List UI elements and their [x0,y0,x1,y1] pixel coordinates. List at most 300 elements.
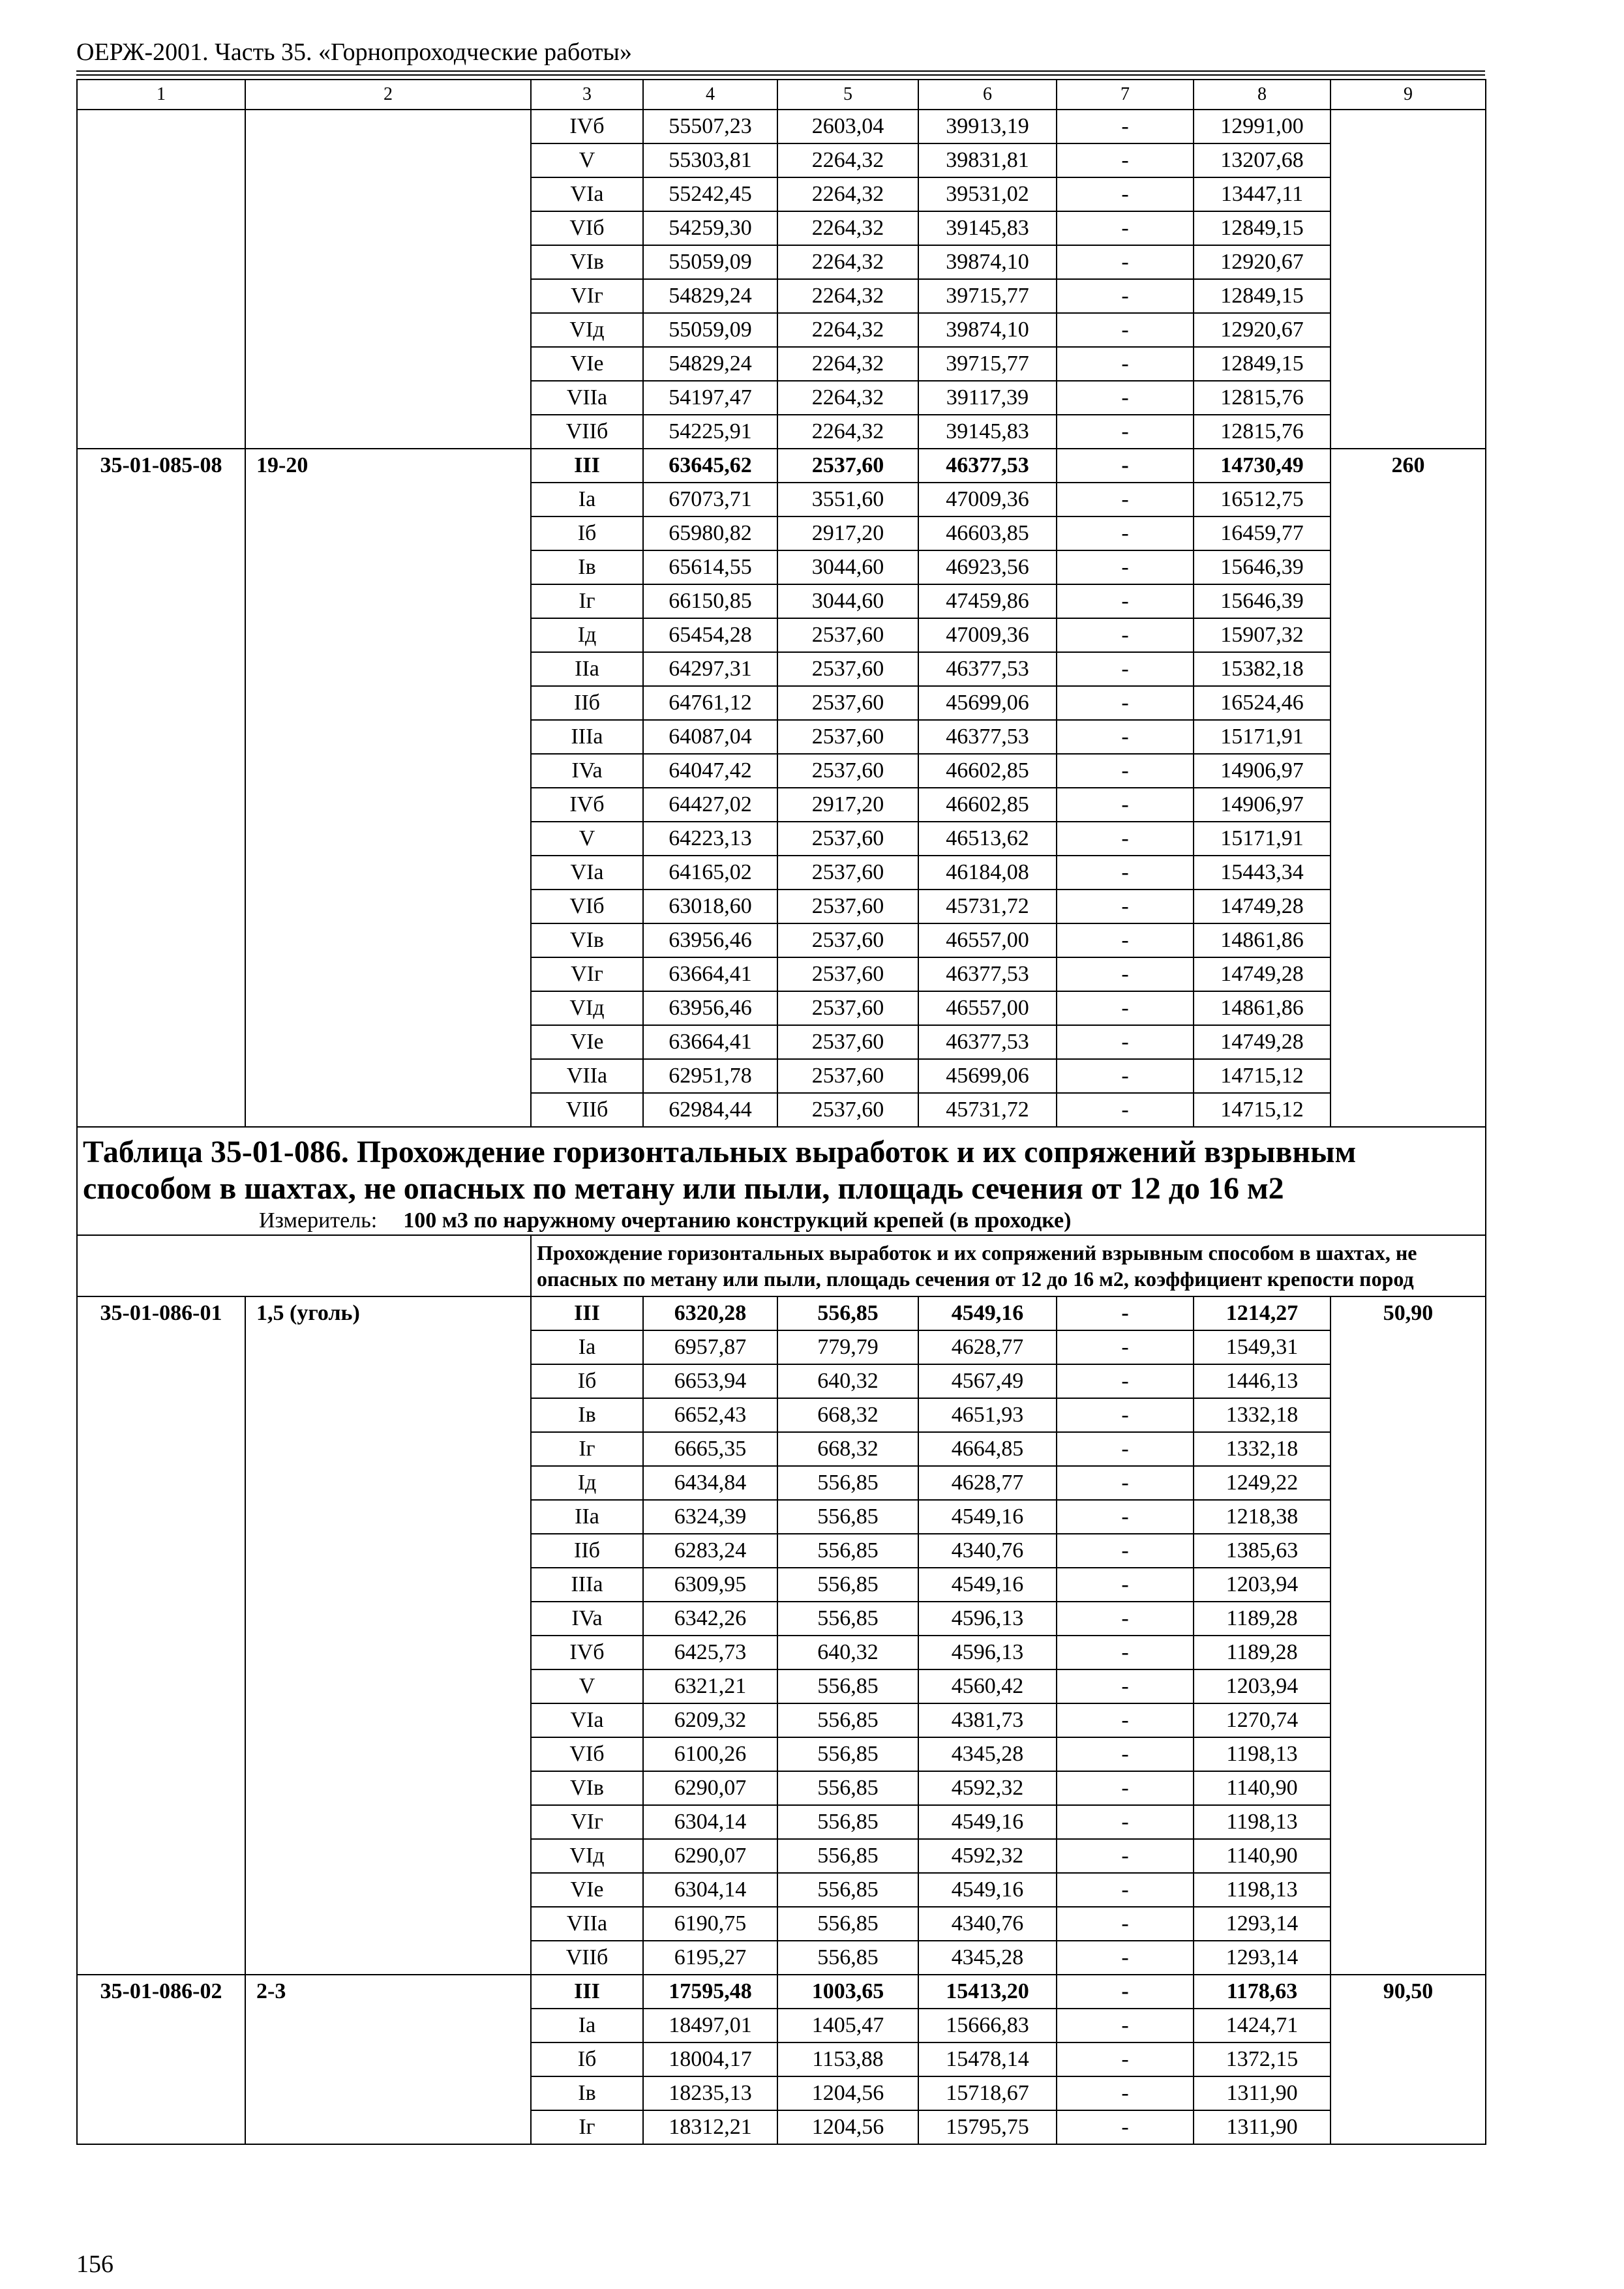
value-cell: 66150,85 [643,584,777,618]
value-cell: 46377,53 [918,1025,1057,1059]
value-cell: - [1057,279,1194,313]
value-cell: 39913,19 [918,110,1057,143]
value-cell: - [1057,110,1194,143]
value-cell: 39117,39 [918,381,1057,415]
value-cell: 12849,15 [1194,279,1331,313]
value-cell: 2264,32 [777,347,918,381]
value-cell: 46603,85 [918,516,1057,550]
value-cell: 556,85 [777,1907,918,1941]
value-cell: 4549,16 [918,1296,1057,1330]
value-cell: 1198,13 [1194,1805,1331,1839]
value-cell: 46923,56 [918,550,1057,584]
value-cell: IVб [531,110,643,143]
value-cell: Iг [531,584,643,618]
value-cell: 4628,77 [918,1330,1057,1364]
value-cell: 556,85 [777,1500,918,1534]
value-cell: 15646,39 [1194,584,1331,618]
value-cell: 6190,75 [643,1907,777,1941]
value-cell: VIд [531,313,643,347]
value-cell: 15795,75 [918,2110,1057,2144]
value-cell: - [1057,143,1194,177]
col9-cell: 50,90 [1331,1296,1486,1975]
value-cell: 1198,13 [1194,1737,1331,1771]
value-cell: - [1057,991,1194,1025]
value-cell: 46513,62 [918,822,1057,856]
value-cell: - [1057,618,1194,652]
value-cell: 556,85 [777,1602,918,1636]
value-cell: - [1057,584,1194,618]
value-cell: 63645,62 [643,449,777,483]
value-cell: 15443,34 [1194,856,1331,890]
value-cell: 2264,32 [777,279,918,313]
value-cell: - [1057,313,1194,347]
value-cell: 1204,56 [777,2110,918,2144]
value-cell: Iв [531,2076,643,2110]
value-cell: - [1057,1805,1194,1839]
value-cell: V [531,143,643,177]
value-cell: 4345,28 [918,1941,1057,1975]
value-cell: IVб [531,788,643,822]
value-cell: 1189,28 [1194,1602,1331,1636]
value-cell: 556,85 [777,1703,918,1737]
param-cell: 1,5 (уголь) [245,1296,531,1975]
value-cell: IIa [531,1500,643,1534]
value-cell: - [1057,1941,1194,1975]
value-cell: VIe [531,1025,643,1059]
code-cell: 35-01-085-08 [77,449,245,1127]
value-cell: 640,32 [777,1364,918,1398]
value-cell: VIIб [531,1093,643,1127]
value-cell: 14861,86 [1194,923,1331,957]
value-cell: 65454,28 [643,618,777,652]
value-cell: 1270,74 [1194,1703,1331,1737]
value-cell: 2537,60 [777,856,918,890]
value-cell: IIa [531,652,643,686]
measure-label: Измеритель: [259,1208,378,1233]
value-cell: 779,79 [777,1330,918,1364]
value-cell: VIг [531,279,643,313]
value-cell: 2264,32 [777,381,918,415]
param-cell: 19-20 [245,449,531,1127]
value-cell: 6652,43 [643,1398,777,1432]
value-cell: VIв [531,1771,643,1805]
description: Прохождение горизонтальных выработок и их сопряжений взрывным способом в шахтах, не опасных по метану или пыли, площадь сечения от 12 до 16 м2, коэффициент крепости пород [531,1235,1486,1296]
value-cell: - [1057,856,1194,890]
value-cell: 15382,18 [1194,652,1331,686]
value-cell: 15646,39 [1194,550,1331,584]
value-cell: 54829,24 [643,279,777,313]
value-cell: 1332,18 [1194,1432,1331,1466]
table-title-row [77,1127,1486,1235]
value-cell: 2537,60 [777,1093,918,1127]
value-cell: 14749,28 [1194,890,1331,923]
value-cell: 2537,60 [777,652,918,686]
value-cell: 14906,97 [1194,788,1331,822]
value-cell: IVб [531,1636,643,1669]
column-number-row [77,80,1486,110]
value-cell: 556,85 [777,1771,918,1805]
value-cell: 15718,67 [918,2076,1057,2110]
value-cell: 67073,71 [643,483,777,516]
value-cell: 2537,60 [777,957,918,991]
value-cell: Ia [531,2009,643,2042]
value-cell: 1198,13 [1194,1873,1331,1907]
value-cell: - [1057,720,1194,754]
value-cell: - [1057,1907,1194,1941]
value-cell: 6957,87 [643,1330,777,1364]
value-cell: VIг [531,1805,643,1839]
value-cell: 668,32 [777,1432,918,1466]
value-cell: - [1057,2076,1194,2110]
value-cell: 4567,49 [918,1364,1057,1398]
value-cell: Iб [531,1364,643,1398]
value-cell: 62951,78 [643,1059,777,1093]
value-cell: - [1057,1602,1194,1636]
param-cell: 2-3 [245,1975,531,2144]
value-cell: 16524,46 [1194,686,1331,720]
value-cell: VIe [531,347,643,381]
value-cell: - [1057,483,1194,516]
value-cell: 3044,60 [777,584,918,618]
value-cell: - [1057,1771,1194,1805]
value-cell: 6304,14 [643,1805,777,1839]
value-cell: 39531,02 [918,177,1057,211]
value-cell: IVa [531,754,643,788]
value-cell: - [1057,1025,1194,1059]
value-cell: 4592,32 [918,1839,1057,1873]
code-cell [77,110,245,449]
value-cell: 4549,16 [918,1568,1057,1602]
value-cell: 46602,85 [918,788,1057,822]
value-cell: 54225,91 [643,415,777,449]
value-cell: 1140,90 [1194,1839,1331,1873]
desc-empty-cell [77,1235,531,1296]
value-cell: 1293,14 [1194,1941,1331,1975]
value-cell: VIд [531,1839,643,1873]
value-cell: - [1057,449,1194,483]
value-cell: 556,85 [777,1296,918,1330]
value-cell: 1249,22 [1194,1466,1331,1500]
value-cell: 1214,27 [1194,1296,1331,1330]
value-cell: 6283,24 [643,1534,777,1568]
value-cell: - [1057,686,1194,720]
value-cell: 46377,53 [918,652,1057,686]
col-num: 1 [77,80,245,110]
value-cell: 1405,47 [777,2009,918,2042]
value-cell: 4340,76 [918,1907,1057,1941]
value-cell: 2537,60 [777,923,918,957]
header-rule-2 [76,74,1485,76]
col9-cell [1331,110,1486,449]
value-cell: 1140,90 [1194,1771,1331,1805]
col-num: 3 [531,80,643,110]
value-cell: 55059,09 [643,313,777,347]
value-cell: 16512,75 [1194,483,1331,516]
value-cell: 14715,12 [1194,1093,1331,1127]
value-cell: 4664,85 [918,1432,1057,1466]
value-cell: 64761,12 [643,686,777,720]
value-cell: 12991,00 [1194,110,1331,143]
value-cell: 6665,35 [643,1432,777,1466]
value-cell: 13447,11 [1194,177,1331,211]
value-cell: 1293,14 [1194,1907,1331,1941]
value-cell: 46557,00 [918,923,1057,957]
value-cell: 46602,85 [918,754,1057,788]
value-cell: 2537,60 [777,449,918,483]
value-cell: - [1057,245,1194,279]
value-cell: 14715,12 [1194,1059,1331,1093]
value-cell: 4596,13 [918,1602,1057,1636]
value-cell: 64223,13 [643,822,777,856]
value-cell: Iд [531,618,643,652]
value-cell: 12815,76 [1194,381,1331,415]
value-cell: VIг [531,957,643,991]
value-cell: III [531,1975,643,2009]
value-cell: 2917,20 [777,516,918,550]
value-cell: IIб [531,1534,643,1568]
value-cell: VIд [531,991,643,1025]
value-cell: - [1057,1737,1194,1771]
value-cell: 2264,32 [777,143,918,177]
value-cell: Iб [531,2042,643,2076]
value-cell: 2264,32 [777,177,918,211]
value-cell: 63956,46 [643,991,777,1025]
value-cell: 640,32 [777,1636,918,1669]
value-cell: 47459,86 [918,584,1057,618]
value-cell: 4345,28 [918,1737,1057,1771]
table-row [77,1975,1486,2009]
measure-unit: 100 м3 по наружному очертанию конструкций крепей (в проходке) [403,1208,1072,1233]
value-cell: 4340,76 [918,1534,1057,1568]
description-row [77,1235,1486,1296]
value-cell: 39145,83 [918,415,1057,449]
value-cell: 6309,95 [643,1568,777,1602]
value-cell: 12815,76 [1194,415,1331,449]
code-cell: 35-01-086-01 [77,1296,245,1975]
value-cell: 1385,63 [1194,1534,1331,1568]
value-cell: 46377,53 [918,957,1057,991]
value-cell: 15907,32 [1194,618,1331,652]
value-cell: 6290,07 [643,1771,777,1805]
value-cell: 39715,77 [918,347,1057,381]
value-cell: 1332,18 [1194,1398,1331,1432]
value-cell: 3551,60 [777,483,918,516]
value-cell: 6209,32 [643,1703,777,1737]
value-cell: - [1057,516,1194,550]
value-cell: 556,85 [777,1839,918,1873]
value-cell: 1446,13 [1194,1364,1331,1398]
table-row [77,110,1486,143]
value-cell: 14749,28 [1194,957,1331,991]
value-cell: 4651,93 [918,1398,1057,1432]
code-cell: 35-01-086-02 [77,1975,245,2144]
value-cell: 46377,53 [918,720,1057,754]
value-cell: 556,85 [777,1737,918,1771]
value-cell: Iв [531,1398,643,1432]
value-cell: - [1057,1398,1194,1432]
value-cell: 4560,42 [918,1669,1057,1703]
value-cell: 556,85 [777,1941,918,1975]
value-cell: 65980,82 [643,516,777,550]
value-cell: 55303,81 [643,143,777,177]
value-cell: 55242,45 [643,177,777,211]
value-cell: 64165,02 [643,856,777,890]
page-number: 156 [76,2251,113,2278]
value-cell: 556,85 [777,1466,918,1500]
value-cell: - [1057,1636,1194,1669]
value-cell: 6324,39 [643,1500,777,1534]
value-cell: VIa [531,1703,643,1737]
value-cell: - [1057,1703,1194,1737]
value-cell: 64427,02 [643,788,777,822]
value-cell: 2537,60 [777,890,918,923]
value-cell: 17595,48 [643,1975,777,2009]
value-cell: 18312,21 [643,2110,777,2144]
value-cell: 2603,04 [777,110,918,143]
value-cell: 2537,60 [777,822,918,856]
value-cell: 15413,20 [918,1975,1057,2009]
value-cell: 15171,91 [1194,822,1331,856]
value-cell: - [1057,1364,1194,1398]
value-cell: 54197,47 [643,381,777,415]
value-cell: 39874,10 [918,313,1057,347]
page-header: ОЕРЖ-2001. Часть 35. «Горнопроходческие работы» [76,38,632,66]
measure-line [259,1207,1480,1234]
value-cell: - [1057,1059,1194,1093]
value-cell: 2264,32 [777,415,918,449]
value-cell: IVa [531,1602,643,1636]
value-cell: 4596,13 [918,1636,1057,1669]
col-num: 9 [1331,80,1486,110]
value-cell: 12920,67 [1194,313,1331,347]
param-cell [245,110,531,449]
value-cell: Iг [531,2110,643,2144]
value-cell: 1549,31 [1194,1330,1331,1364]
value-cell: - [1057,1466,1194,1500]
value-cell: 556,85 [777,1873,918,1907]
table-title: Таблица 35-01-086. Прохождение горизонтальных выработок и их сопряжений взрывным способом в шахтах, не опасных по метану или пыли, площадь сечения от 12 до 16 м2 [83,1135,1357,1206]
value-cell: 39874,10 [918,245,1057,279]
value-cell: - [1057,211,1194,245]
value-cell: 1424,71 [1194,2009,1331,2042]
col-num: 2 [245,80,531,110]
col-num: 6 [918,80,1057,110]
value-cell: VIб [531,1737,643,1771]
value-cell: Ia [531,483,643,516]
value-cell: 1203,94 [1194,1669,1331,1703]
value-cell: 46557,00 [918,991,1057,1025]
value-cell: - [1057,550,1194,584]
value-cell: 2537,60 [777,686,918,720]
value-cell: III [531,449,643,483]
table-row [77,449,1486,483]
value-cell: 4381,73 [918,1703,1057,1737]
value-cell: 2537,60 [777,1059,918,1093]
table-row [77,1296,1486,1330]
col-num: 4 [643,80,777,110]
value-cell: 1204,56 [777,2076,918,2110]
value-cell: 64087,04 [643,720,777,754]
value-cell: VIa [531,856,643,890]
value-cell: 1153,88 [777,2042,918,2076]
value-cell: Iв [531,550,643,584]
value-cell: VIe [531,1873,643,1907]
value-cell: 54829,24 [643,347,777,381]
value-cell: - [1057,822,1194,856]
value-cell: 14749,28 [1194,1025,1331,1059]
value-cell: VIIб [531,1941,643,1975]
value-cell: 6653,94 [643,1364,777,1398]
rates-table [76,79,1486,2145]
value-cell: 668,32 [777,1398,918,1432]
value-cell: - [1057,1093,1194,1127]
value-cell: 1203,94 [1194,1568,1331,1602]
value-cell: VIIa [531,1059,643,1093]
value-cell: 47009,36 [918,483,1057,516]
value-cell: 39145,83 [918,211,1057,245]
value-cell: 6425,73 [643,1636,777,1669]
value-cell: 6290,07 [643,1839,777,1873]
value-cell: - [1057,788,1194,822]
value-cell: IIб [531,686,643,720]
value-cell: III [531,1296,643,1330]
value-cell: - [1057,1975,1194,2009]
value-cell: VIIa [531,381,643,415]
value-cell: 45699,06 [918,1059,1057,1093]
value-cell: 4549,16 [918,1500,1057,1534]
value-cell: - [1057,2009,1194,2042]
value-cell: 556,85 [777,1805,918,1839]
value-cell: 63956,46 [643,923,777,957]
value-cell: Iб [531,516,643,550]
value-cell: Iд [531,1466,643,1500]
value-cell: - [1057,177,1194,211]
value-cell: - [1057,1330,1194,1364]
value-cell: VIIб [531,415,643,449]
value-cell: 1372,15 [1194,2042,1331,2076]
value-cell: 15666,83 [918,2009,1057,2042]
value-cell: 556,85 [777,1534,918,1568]
value-cell: 1311,90 [1194,2076,1331,2110]
value-cell: 54259,30 [643,211,777,245]
value-cell: 14730,49 [1194,449,1331,483]
value-cell: 4592,32 [918,1771,1057,1805]
value-cell: 2537,60 [777,618,918,652]
value-cell: 2537,60 [777,754,918,788]
value-cell: 63664,41 [643,957,777,991]
value-cell: - [1057,347,1194,381]
col9-cell: 90,50 [1331,1975,1486,2144]
value-cell: 2537,60 [777,991,918,1025]
col-num: 5 [777,80,918,110]
header-rule [76,70,1485,72]
value-cell: - [1057,652,1194,686]
value-cell: 64297,31 [643,652,777,686]
value-cell: 45731,72 [918,890,1057,923]
value-cell: - [1057,1500,1194,1534]
value-cell: - [1057,2042,1194,2076]
value-cell: 47009,36 [918,618,1057,652]
value-cell: 45731,72 [918,1093,1057,1127]
value-cell: 4549,16 [918,1805,1057,1839]
value-cell: 4628,77 [918,1466,1057,1500]
value-cell: 1178,63 [1194,1975,1331,2009]
value-cell: 14861,86 [1194,991,1331,1025]
value-cell: 13207,68 [1194,143,1331,177]
value-cell: 63664,41 [643,1025,777,1059]
value-cell: 39715,77 [918,279,1057,313]
value-cell: V [531,822,643,856]
